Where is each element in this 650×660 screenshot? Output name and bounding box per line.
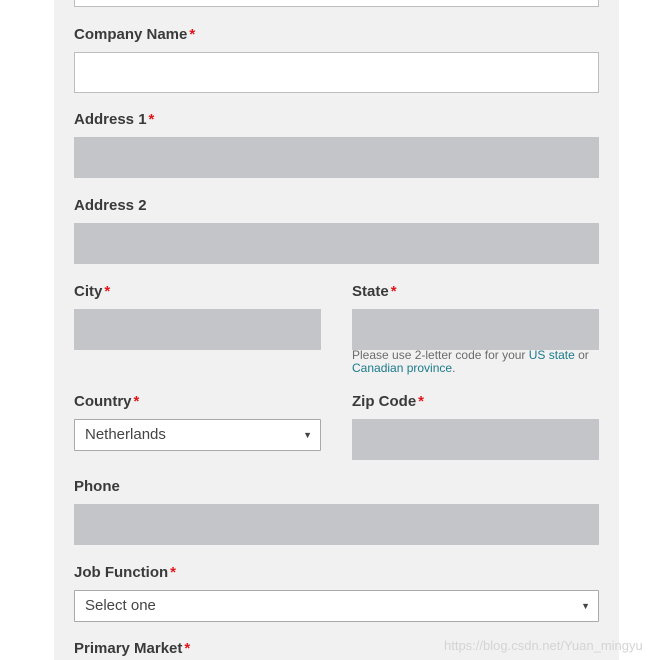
phone-input[interactable]: [74, 504, 599, 545]
primary-market-label: Primary Market *: [74, 640, 191, 657]
required-mark: *: [184, 640, 191, 657]
zip-code-label: Zip Code *: [352, 393, 425, 410]
address2-input[interactable]: [74, 223, 599, 264]
dropdown-arrow-icon: ▼: [581, 601, 590, 611]
state-input[interactable]: [352, 309, 599, 350]
company-name-input[interactable]: [74, 52, 599, 93]
country-select[interactable]: [74, 419, 321, 451]
canadian-province-link[interactable]: Canadian province: [352, 361, 453, 375]
country-label: Country *: [74, 393, 140, 410]
required-mark: *: [170, 564, 176, 581]
zip-code-input[interactable]: [352, 419, 599, 460]
state-label: State *: [352, 283, 397, 300]
job-function-selected-value: Select one: [85, 597, 156, 614]
address1-label: Address 1 *: [74, 111, 155, 128]
previous-field-input[interactable]: [74, 0, 599, 7]
job-function-select[interactable]: [74, 590, 599, 622]
us-state-link[interactable]: US state: [528, 348, 575, 362]
required-mark: *: [133, 393, 140, 410]
required-mark: *: [104, 283, 111, 300]
required-mark: *: [189, 26, 196, 43]
phone-label: Phone: [74, 478, 120, 495]
company-name-label: Company Name *: [74, 26, 196, 43]
required-mark: *: [418, 393, 425, 410]
city-label: City *: [74, 283, 111, 300]
watermark-text: https://blog.csdn.net/Yuan_mingyu: [444, 638, 643, 653]
required-mark: *: [390, 283, 397, 300]
address2-label: Address 2: [74, 197, 147, 214]
job-function-label: Job Function *: [74, 564, 176, 581]
dropdown-arrow-icon: ▼: [303, 430, 312, 440]
address1-input[interactable]: [74, 137, 599, 178]
city-input[interactable]: [74, 309, 321, 350]
country-selected-value: Netherlands: [85, 426, 166, 443]
required-mark: *: [148, 111, 155, 128]
state-hint: Please use 2-letter code for your US state or Canadian province.: [352, 348, 589, 375]
